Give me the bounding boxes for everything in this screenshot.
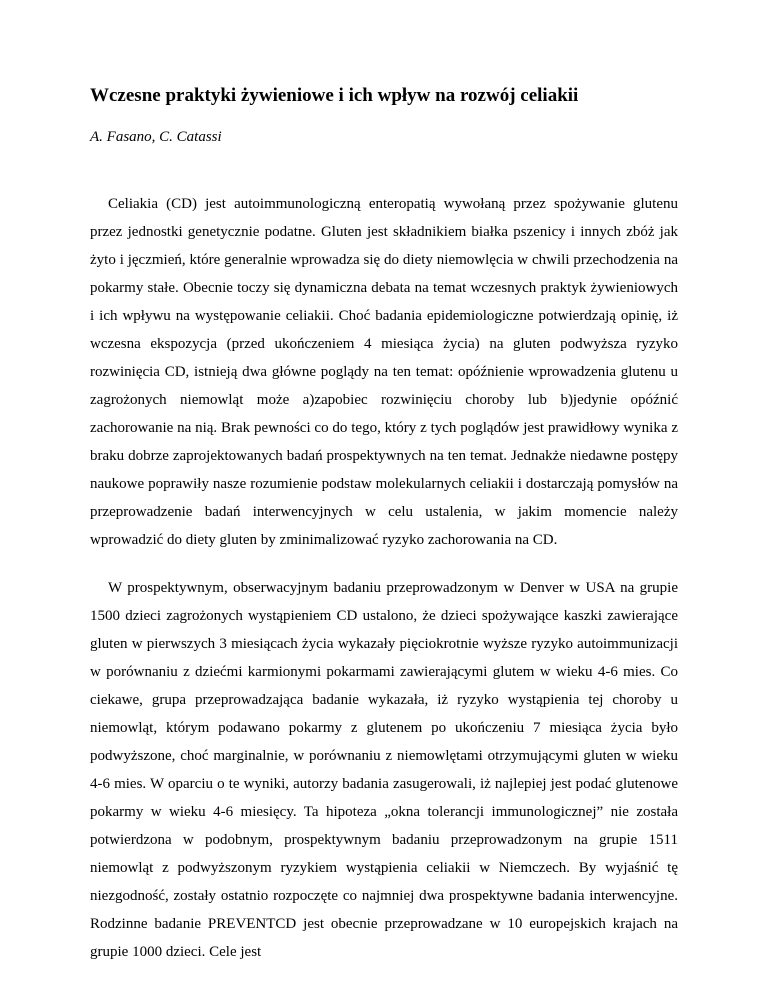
document-body (90, 190, 678, 986)
body-paragraph-1: Celiakia (CD) jest autoimmunologiczną enteropatią wywołaną przez spożywanie glutenu przez jednostki genetycznie podatne. Gluten jest składnikiem białka pszenicy i innych zbóż jak żyto i jęczmień, które generalnie wprowadza się do diety niemowlęcia w chwili przechodzenia na pokarmy stałe. Obecnie toczy się dynamiczna debata na temat wczesnych praktyk żywieniowych i ich wpływu na występowanie celiakii. Choć badania epidemiologiczne potwierdzają opinię, iż wczesna ekspozycja (przed ukończeniem 4 miesiąca życia) na gluten podwyższa ryzyko rozwinięcia CD, istnieją dwa główne poglądy na ten temat: opóźnienie wprowadzenia glutenu u zagrożonych niemowląt może a)zapobiec rozwinięciu choroby lub b)jedynie opóźnić zachorowanie na nią. Brak pewności co do tego, który z tych poglądów jest prawidłowy wynika z braku dobrze zaprojektowanych badań prospektywnych na ten temat. Jednakże niedawne postępy naukowe poprawiły nasze rozumienie podstaw molekularnych celiakii i dostarczają pomysłów na przeprowadzenie badań interwencyjnych w celu ustalenia, w jakim momencie należy wprowadzić do diety gluten by zminimalizować ryzyko zachorowania na CD. (90, 196, 678, 548)
document-title: Wczesne praktyki żywieniowe i ich wpływ na rozwój celiakii (90, 85, 579, 106)
body-paragraph-2: W prospektywnym, obserwacyjnym badaniu przeprowadzonym w Denver w USA na grupie 1500 dzieci zagrożonych wystąpieniem CD ustalono, że dzieci spożywające kaszki zawierające gluten w pierwszych 3 miesiącach życia wykazały pięciokrotnie wyższe ryzyko autoimmunizacji w porównaniu z dziećmi karmionymi pokarmami zawierającymi glutem w wieku 4-6 mies. Co ciekawe, grupa przeprowadzająca badanie wykazała, iż ryzyko wystąpienia tej choroby u niemowląt, którym podawano pokarmy z glutenem po ukończeniu 7 miesiąca życia było podwyższone, choć marginalnie, w porównaniu z niemowlętami otrzymującymi gluten w wieku 4-6 mies. W oparciu o te wyniki, autorzy badania zasugerowali, iż najlepiej jest podać glutenowe pokarmy w wieku 4-6 miesięcy. Ta hipoteza „okna tolerancji immunologicznej” nie została potwierdzona w podobnym, prospektywnym badaniu przeprowadzonym na grupie 1511 niemowląt z podwyższonym ryzykiem wystąpienia celiakii w Niemczech. By wyjaśnić tę niezgodność, zostały ostatnio rozpoczęte co najmniej dwa prospektywne badania interwencyjne. Rodzinne badanie PREVENTCD jest obecnie przeprowadzane w 10 europejskich krajach na grupie 1000 dzieci. Cele jest (90, 580, 678, 960)
document-authors: A. Fasano, C. Catassi (90, 129, 222, 145)
